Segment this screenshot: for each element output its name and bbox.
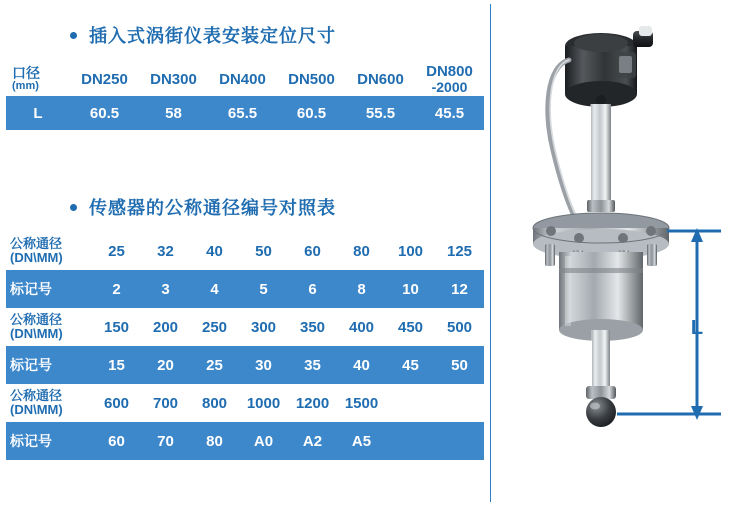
- cell: 80: [190, 422, 239, 460]
- bullet-icon: [70, 204, 77, 211]
- transmitter-head: [565, 33, 637, 107]
- stem-collar: [587, 200, 615, 212]
- header-label-caliber: [6, 62, 70, 96]
- cell: 8: [337, 270, 386, 308]
- cell: 30: [239, 346, 288, 384]
- cell: 400: [348, 318, 375, 336]
- header-label-caliber-main: 口径: [12, 64, 40, 81]
- table-row: [6, 422, 484, 460]
- sensor-body: [559, 252, 643, 341]
- cell: 4: [190, 270, 239, 308]
- header-cell-dn800-2000: [415, 62, 484, 96]
- cell: 1200: [295, 394, 330, 412]
- cell: 50: [435, 346, 484, 384]
- cell: 10: [386, 270, 435, 308]
- vortex-flowmeter-illustration: [491, 0, 740, 506]
- section-title-installation: [70, 22, 336, 48]
- cell: [435, 422, 484, 460]
- bullet-icon: [70, 32, 77, 39]
- row-label-mark-number: 标记号: [6, 422, 92, 460]
- row-label-nominal-diameter-main: 公称通径: [10, 388, 63, 404]
- cell: 70: [141, 422, 190, 460]
- cell: 60: [304, 242, 321, 260]
- cell-l-dn250: 60.5: [70, 96, 139, 130]
- cell: 800: [201, 394, 228, 412]
- cell: A5: [337, 422, 386, 460]
- cell: 700: [152, 394, 179, 412]
- row-label-nominal-diameter-main: 公称通径: [10, 236, 63, 252]
- header-cell-dn250: DN250: [81, 70, 128, 88]
- table-row-header: [6, 62, 484, 96]
- cell: [435, 384, 484, 422]
- cell-l-dn600: 55.5: [346, 96, 415, 130]
- cell-l-dn400: 65.5: [208, 96, 277, 130]
- cell: 60: [92, 422, 141, 460]
- cell: 5: [239, 270, 288, 308]
- cell: 25: [190, 346, 239, 384]
- cell: 40: [206, 242, 223, 260]
- cell: 450: [397, 318, 424, 336]
- cell: A2: [288, 422, 337, 460]
- cell: 600: [103, 394, 130, 412]
- section-title-sensor-table-text: 传感器的公称通径编号对照表: [89, 198, 336, 218]
- cell: 100: [397, 242, 424, 260]
- row-label-nominal-diameter-sub: (DN\MM): [10, 402, 63, 417]
- cell: 150: [103, 318, 130, 336]
- cell: 12: [435, 270, 484, 308]
- table-row: [6, 308, 484, 346]
- cell: [386, 384, 435, 422]
- table-row: [6, 270, 484, 308]
- cell: 300: [250, 318, 277, 336]
- section-title-sensor-table: [70, 194, 336, 220]
- header-cell-dn300: DN300: [150, 70, 197, 88]
- cell: 80: [353, 242, 370, 260]
- top-connector: [633, 26, 653, 47]
- table-row: [6, 232, 484, 270]
- header-cell-dn400: DN400: [219, 70, 266, 88]
- cell: 50: [255, 242, 272, 260]
- row-label-nominal-diameter: [6, 232, 92, 270]
- cell: 3: [141, 270, 190, 308]
- table-row: [6, 384, 484, 422]
- cell: 2: [92, 270, 141, 308]
- row-label-nominal-diameter-main: 公称通径: [10, 312, 63, 328]
- table-installation-dimensions: [6, 62, 484, 130]
- probe-tip: [586, 397, 616, 427]
- cell: 200: [152, 318, 179, 336]
- cell-l-dn500: 60.5: [277, 96, 346, 130]
- cell: 6: [288, 270, 337, 308]
- header-cell-dn500: DN500: [288, 70, 335, 88]
- cell: 20: [141, 346, 190, 384]
- row-label-nominal-diameter-sub: (DN\MM): [10, 326, 63, 341]
- row-label-mark-number: 标记号: [6, 346, 92, 384]
- cell: 35: [288, 346, 337, 384]
- row-label-nominal-diameter: [6, 384, 92, 422]
- section-title-installation-text: 插入式涡街仪表安装定位尺寸: [89, 26, 336, 46]
- cell: [386, 422, 435, 460]
- row-label-nominal-diameter-sub: (DN\MM): [10, 250, 63, 265]
- header-label-caliber-sub: (mm): [12, 79, 39, 92]
- header-cell-dn600: DN600: [357, 70, 404, 88]
- cell: 32: [157, 242, 174, 260]
- cell-l-dn800: 45.5: [415, 96, 484, 130]
- cell: 1500: [344, 394, 379, 412]
- cell: A0: [239, 422, 288, 460]
- cell-l-dn300: 58: [139, 96, 208, 130]
- row-label-nominal-diameter: [6, 308, 92, 346]
- cell: 500: [446, 318, 473, 336]
- table-row: [6, 346, 484, 384]
- cell: 15: [92, 346, 141, 384]
- header-cell-dn800: DN800: [426, 62, 473, 80]
- row-label-mark-number: 标记号: [6, 270, 92, 308]
- cell: 250: [201, 318, 228, 336]
- cell: 125: [446, 242, 473, 260]
- cell: 1000: [246, 394, 281, 412]
- dimension-label-l: L: [690, 317, 704, 339]
- cell: 350: [299, 318, 326, 336]
- right-image-panel: [491, 0, 740, 506]
- cell: 45: [386, 346, 435, 384]
- row-label-l: L: [6, 96, 70, 130]
- table-row-l: [6, 96, 484, 130]
- header-cell-2000: -2000: [431, 78, 468, 95]
- table-nominal-diameter-codes: [6, 232, 484, 460]
- cell: 25: [108, 242, 125, 260]
- cell: 40: [337, 346, 386, 384]
